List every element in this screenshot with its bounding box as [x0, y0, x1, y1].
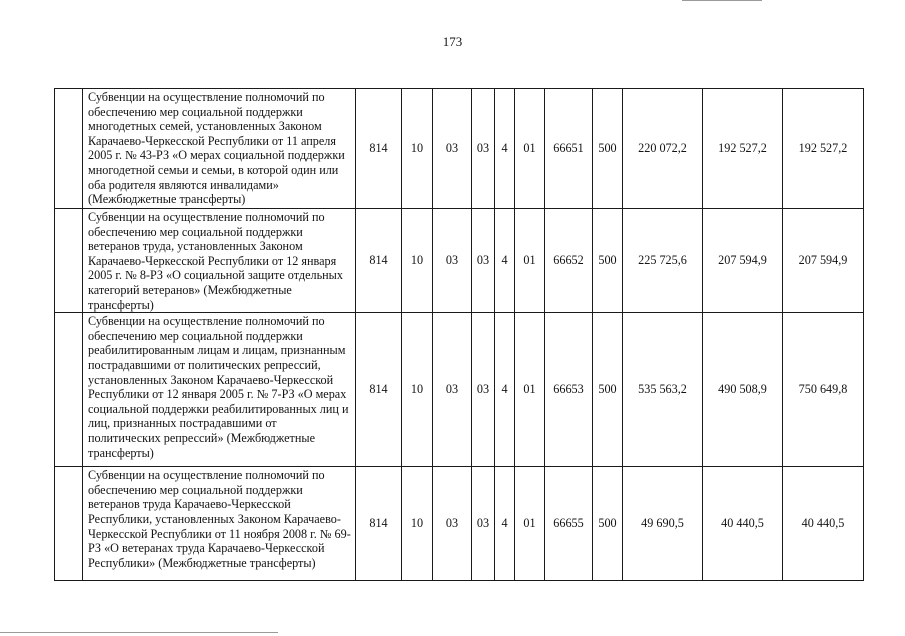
amount-year-1-cell: 49 690,5	[623, 467, 703, 581]
description-cell: Субвенции на осуществление полномочий по обеспечению мер социальной поддержки реабилитированным лицам и лицам, признанным пострадавшими от политических репрессий, установленных Законом Карачаево-Черкесской Республики от 12 января 2005 г. № 7-РЗ «О мерах социальной поддержки реабилитированных лиц и лиц, признанных пострадавшими от политических репрессий» (Межбюджетные трансферты)	[83, 313, 356, 467]
subprogram-code-cell: 4	[495, 467, 515, 581]
program-code-cell: 03	[472, 89, 495, 209]
subprogram-code-cell: 4	[495, 313, 515, 467]
description-cell: Субвенции на осуществление полномочий по обеспечению мер социальной поддержки многодетных семей, установленных Законом Карачаево-Черкесской Республики от 11 апреля 2005 г. № 43-РЗ «О мерах социальной поддержки многодетной семьи и семьи, в которой один или оба родителя являются инвалидами» (Межбюджетные трансферты)	[83, 89, 356, 209]
amount-year-1-cell: 535 563,2	[623, 313, 703, 467]
ministry-code-cell: 814	[356, 89, 402, 209]
amount-year-1-cell: 220 072,2	[623, 89, 703, 209]
event-code-cell: 01	[515, 313, 545, 467]
direction-code-cell: 66652	[545, 209, 593, 313]
subsection-code-cell: 03	[433, 467, 472, 581]
subsection-code-cell: 03	[433, 313, 472, 467]
direction-code-cell: 66655	[545, 467, 593, 581]
table-row	[55, 89, 864, 209]
table-row	[55, 209, 864, 313]
ministry-code-cell: 814	[356, 467, 402, 581]
program-code-cell: 03	[472, 313, 495, 467]
program-code-cell: 03	[472, 209, 495, 313]
direction-code-cell: 66653	[545, 313, 593, 467]
amount-year-2-cell: 207 594,9	[703, 209, 783, 313]
event-code-cell: 01	[515, 89, 545, 209]
amount-year-2-cell: 192 527,2	[703, 89, 783, 209]
row-index-cell	[55, 89, 83, 209]
section-code-cell: 10	[402, 313, 433, 467]
expense-type-cell: 500	[593, 467, 623, 581]
amount-year-3-cell: 40 440,5	[783, 467, 864, 581]
section-code-cell: 10	[402, 209, 433, 313]
table-row	[55, 313, 864, 467]
row-index-cell	[55, 313, 83, 467]
amount-year-2-cell: 490 508,9	[703, 313, 783, 467]
amount-year-3-cell: 750 649,8	[783, 313, 864, 467]
ministry-code-cell: 814	[356, 313, 402, 467]
row-index-cell	[55, 467, 83, 581]
table-row	[55, 467, 864, 581]
expense-type-cell: 500	[593, 313, 623, 467]
amount-year-3-cell: 207 594,9	[783, 209, 864, 313]
event-code-cell: 01	[515, 467, 545, 581]
direction-code-cell: 66651	[545, 89, 593, 209]
budget-table	[54, 88, 864, 581]
description-cell: Субвенции на осуществление полномочий по обеспечению мер социальной поддержки ветеранов труда, установленных Законом Карачаево-Черкесской Республики от 12 января 2005 г. № 8-РЗ «О социальной защите отдельных категорий ветеранов» (Межбюджетные трансферты)	[83, 209, 356, 313]
scan-artifact-line	[0, 632, 278, 633]
program-code-cell: 03	[472, 467, 495, 581]
expense-type-cell: 500	[593, 89, 623, 209]
amount-year-1-cell: 225 725,6	[623, 209, 703, 313]
scan-artifact-line	[682, 0, 762, 1]
section-code-cell: 10	[402, 467, 433, 581]
section-code-cell: 10	[402, 89, 433, 209]
amount-year-3-cell: 192 527,2	[783, 89, 864, 209]
amount-year-2-cell: 40 440,5	[703, 467, 783, 581]
subprogram-code-cell: 4	[495, 89, 515, 209]
event-code-cell: 01	[515, 209, 545, 313]
subprogram-code-cell: 4	[495, 209, 515, 313]
description-cell: Субвенции на осуществление полномочий по обеспечению мер социальной поддержки ветеранов труда Карачаево-Черкесской Республики, установленных Законом Карачаево-Черкесской Республики от 11 ноября 2008 г. № 69-РЗ «О ветеранах труда Карачаево-Черкесской Республики» (Межбюджетные трансферты)	[83, 467, 356, 581]
row-index-cell	[55, 209, 83, 313]
ministry-code-cell: 814	[356, 209, 402, 313]
expense-type-cell: 500	[593, 209, 623, 313]
subsection-code-cell: 03	[433, 209, 472, 313]
page-number: 173	[442, 34, 463, 49]
subsection-code-cell: 03	[433, 89, 472, 209]
